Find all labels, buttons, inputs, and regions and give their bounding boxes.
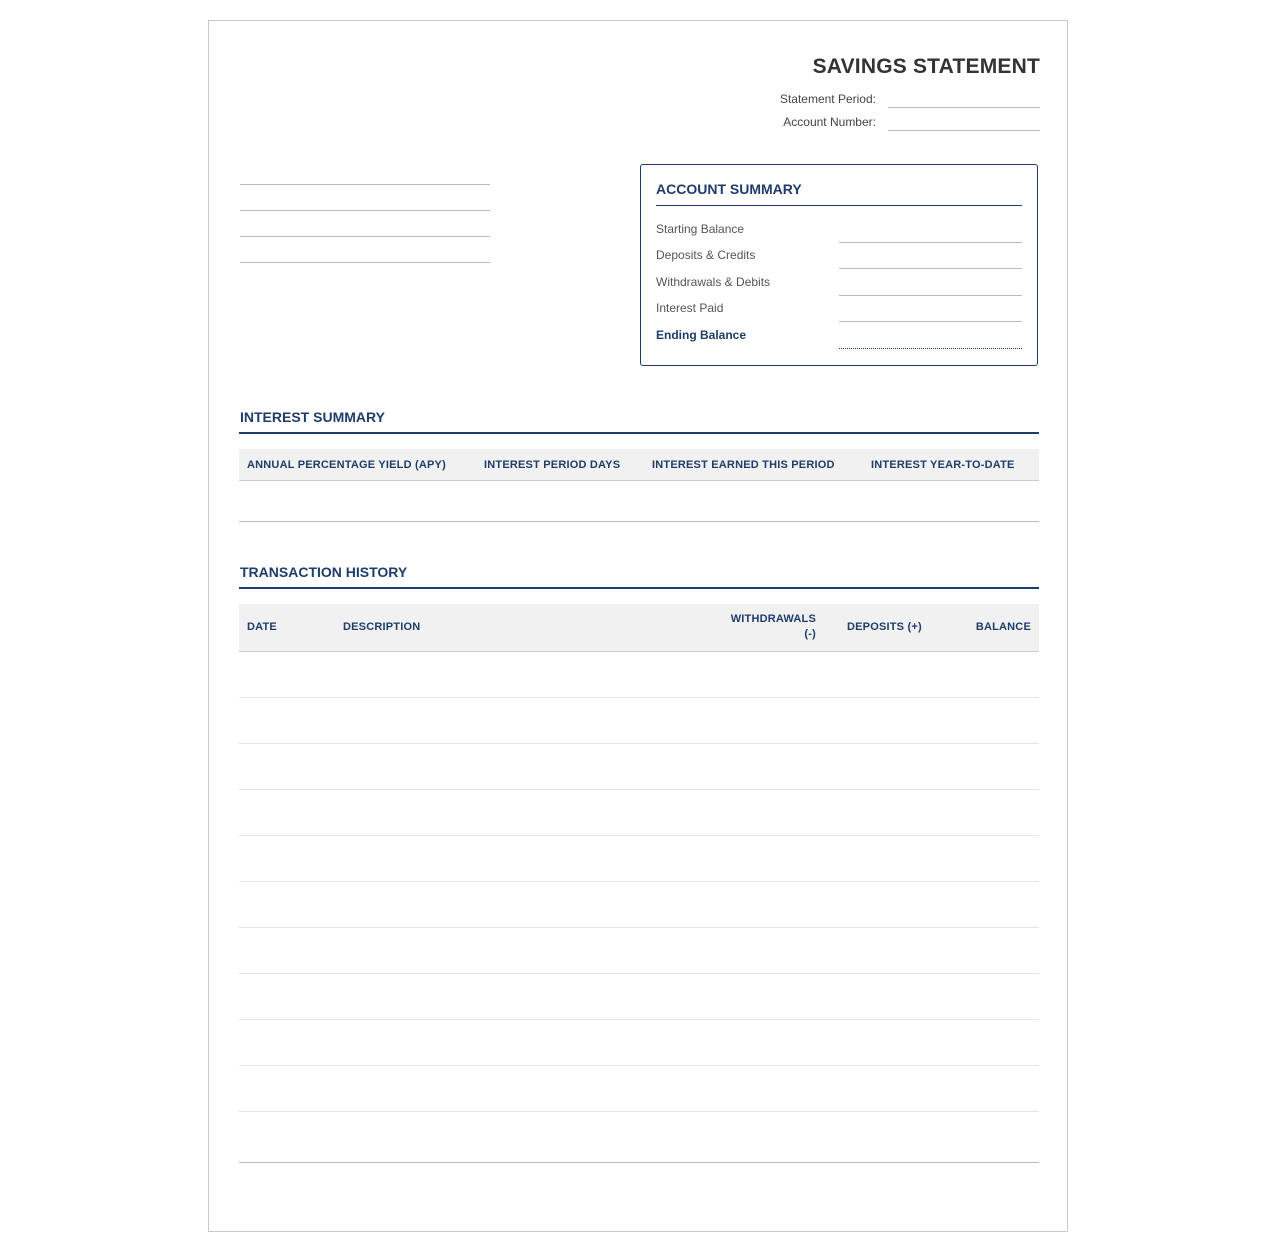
interest-summary-title: INTEREST SUMMARY [240,409,385,425]
interest-summary-divider [239,432,1039,434]
column-header-withdrawals-line1: WITHDRAWALS [730,613,816,625]
interest-summary-row[interactable] [239,521,1039,522]
column-header-balance: BALANCE [975,621,1031,633]
table-row[interactable] [239,1019,1039,1020]
summary-row-interest-paid [656,296,1022,322]
summary-value-field[interactable] [839,321,1022,322]
table-row[interactable] [239,973,1039,974]
column-header-withdrawals [699,612,816,642]
account-summary-divider [656,205,1022,206]
column-header-deposits: DEPOSITS (+) [847,621,922,633]
table-row[interactable] [239,1162,1039,1163]
table-row[interactable] [239,835,1039,836]
statement-period-row [209,90,1040,110]
summary-value-field[interactable] [839,268,1022,269]
column-header-interest-period-days: INTEREST PERIOD DAYS [484,459,621,471]
account-number-row [209,113,1040,133]
summary-label: Withdrawals & Debits [656,275,771,289]
table-row[interactable] [239,789,1039,790]
table-row[interactable] [239,927,1039,928]
column-header-interest-ytd: INTEREST YEAR-TO-DATE [871,459,1015,471]
summary-row-ending-balance [656,323,1022,349]
summary-label: Deposits & Credits [656,248,756,262]
interest-summary-header [239,449,1039,481]
column-header-date: DATE [247,621,277,633]
document-title: SAVINGS STATEMENT [812,55,1040,78]
summary-value-field[interactable] [839,348,1022,349]
table-row[interactable] [239,743,1039,744]
account-number-label: Account Number: [783,115,876,129]
transaction-history-header [239,604,1039,652]
summary-row-deposits-credits [656,243,1022,269]
table-row[interactable] [239,697,1039,698]
summary-row-starting-balance [656,217,1022,243]
column-header-withdrawals-line2: (-) [804,628,816,640]
table-row[interactable] [239,1065,1039,1066]
summary-label: Interest Paid [656,301,724,315]
column-header-interest-earned: INTEREST EARNED THIS PERIOD [652,459,835,471]
account-summary-title: ACCOUNT SUMMARY [656,181,802,197]
summary-row-withdrawals-debits [656,270,1022,296]
address-line-2[interactable] [240,210,490,211]
address-line-1[interactable] [240,184,490,185]
address-line-4[interactable] [240,262,490,263]
table-row[interactable] [239,881,1039,882]
column-header-description: DESCRIPTION [343,621,421,633]
account-summary-box [640,164,1038,366]
address-line-3[interactable] [240,236,490,237]
transaction-history-divider [239,587,1039,589]
summary-label: Ending Balance [656,328,747,342]
table-row[interactable] [239,1111,1039,1112]
statement-page [208,20,1068,1232]
summary-label: Starting Balance [656,222,745,236]
statement-period-field[interactable] [888,107,1040,108]
statement-period-label: Statement Period: [779,92,876,106]
transaction-history-title: TRANSACTION HISTORY [240,564,408,580]
account-number-field[interactable] [888,130,1040,131]
column-header-apy: ANNUAL PERCENTAGE YIELD (APY) [247,459,446,471]
